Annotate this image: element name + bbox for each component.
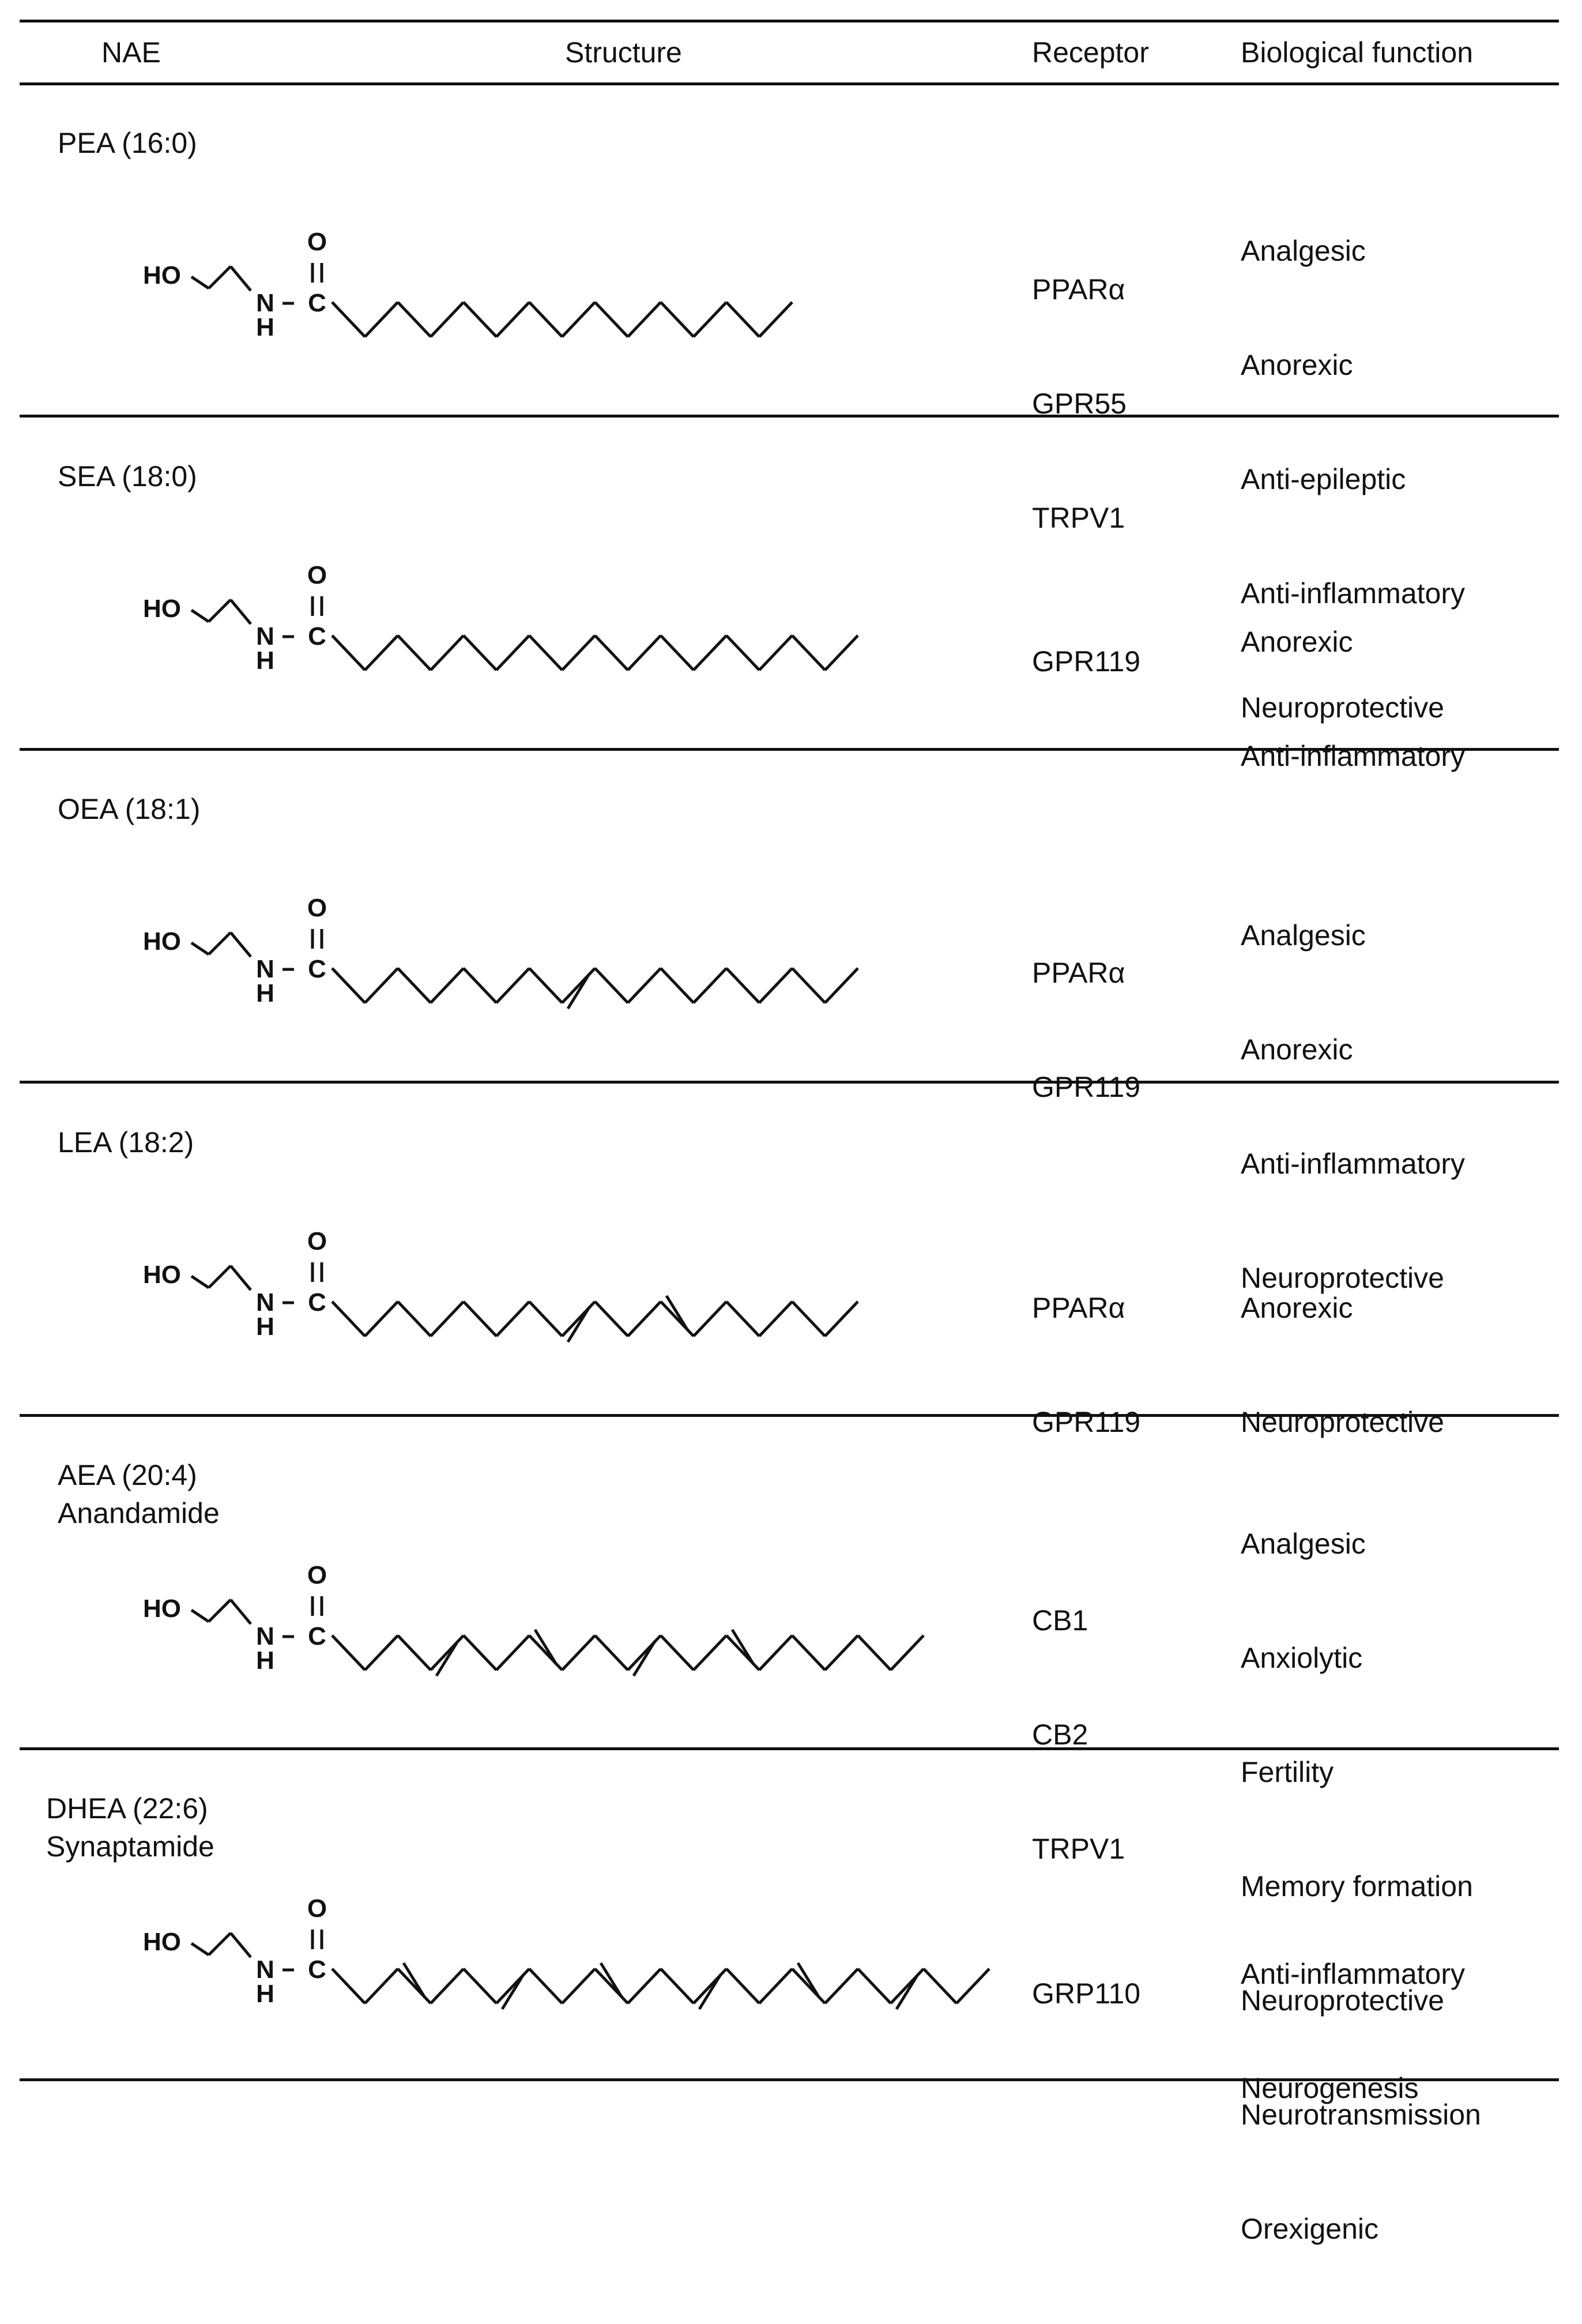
- bond: [562, 635, 595, 670]
- bond: [191, 1943, 209, 1955]
- bond: [209, 1933, 231, 1955]
- bond: [825, 635, 858, 670]
- receptor-list: PPARα GPR119: [1032, 957, 1141, 1103]
- bond: [726, 1635, 759, 1670]
- atom-label-hydrogen: H: [256, 979, 274, 1007]
- atom-label-nitrogen: N: [256, 622, 274, 650]
- atom-label-hydroxyl: HO: [143, 927, 181, 956]
- atom-label-oxygen: O: [307, 894, 327, 922]
- bond: [661, 302, 694, 337]
- atom-label-carbon: C: [308, 1956, 326, 1984]
- bond: [562, 1635, 595, 1670]
- bond: [191, 277, 209, 288]
- nae-name: OEA (18:1): [58, 793, 201, 825]
- bond: [726, 635, 759, 670]
- bond: [529, 302, 562, 337]
- bond: [792, 968, 825, 1003]
- receptor-list: PPARα GPR55 TRPV1: [1032, 273, 1127, 534]
- bond: [694, 302, 726, 337]
- bond: [529, 1969, 562, 2003]
- bond: [365, 302, 398, 337]
- atom-label-hydrogen: H: [256, 1313, 274, 1341]
- nae-name: DHEA (22:6) Synaptamide: [46, 1792, 214, 1863]
- double-bond-line: [535, 1630, 556, 1664]
- atom-label-nitrogen: N: [256, 1288, 274, 1317]
- header-receptor: Receptor: [1032, 36, 1149, 69]
- bond: [464, 1302, 496, 1336]
- function-list: Anorexic Neuroprotective: [1241, 1292, 1444, 1438]
- bond: [464, 302, 496, 337]
- atom-label-nitrogen: N: [256, 1622, 274, 1650]
- molecule-structure: [138, 561, 1003, 714]
- bond: [661, 635, 694, 670]
- bond: [231, 1600, 251, 1624]
- bond: [332, 968, 365, 1003]
- bond: [496, 635, 529, 670]
- receptor-list: GRP110: [1032, 1977, 1141, 2010]
- bond: [529, 1302, 562, 1336]
- bond: [365, 1302, 398, 1336]
- bond: [759, 968, 792, 1003]
- atom-label-oxygen: O: [307, 1561, 327, 1589]
- bond: [464, 968, 496, 1003]
- nae-name: SEA (18:0): [58, 460, 197, 492]
- molecule-structure: [138, 1894, 1061, 2047]
- bond: [595, 1302, 628, 1336]
- bond: [694, 1302, 726, 1336]
- bond: [332, 1635, 365, 1670]
- bond: [209, 600, 231, 622]
- bond: [332, 1969, 365, 2003]
- atom-label-hydrogen: H: [256, 646, 274, 675]
- bond: [231, 932, 251, 957]
- bond: [628, 968, 661, 1003]
- atom-label-hydrogen: H: [256, 1646, 274, 1675]
- bond: [332, 635, 365, 670]
- atom-label-oxygen: O: [307, 1894, 327, 1923]
- bond: [759, 635, 792, 670]
- bond: [595, 968, 628, 1003]
- bond: [365, 1969, 398, 2003]
- bond: [398, 635, 431, 670]
- double-bond-line: [798, 1963, 819, 1998]
- bond: [891, 1635, 924, 1670]
- bond: [759, 1969, 792, 2003]
- bond: [431, 302, 464, 337]
- atom-label-nitrogen: N: [256, 289, 274, 317]
- atom-label-hydrogen: H: [256, 1980, 274, 2008]
- atom-label-carbon: C: [308, 1288, 326, 1317]
- bond: [595, 1969, 628, 2003]
- bond: [628, 302, 661, 337]
- bond: [431, 968, 464, 1003]
- double-bond-line: [404, 1963, 425, 1998]
- bond: [726, 302, 759, 337]
- bond: [825, 1302, 858, 1336]
- molecule-structure: [138, 1227, 1003, 1380]
- atom-label-nitrogen: N: [256, 955, 274, 983]
- bond: [726, 1969, 759, 2003]
- header-nae: NAE: [101, 36, 161, 69]
- bond: [209, 1600, 231, 1622]
- atom-label-carbon: C: [308, 622, 326, 650]
- receptor-list: PPARα GPR119: [1032, 1292, 1141, 1438]
- molecule-structure: [138, 1561, 1003, 1714]
- bond: [398, 302, 431, 337]
- header-function: Biological function: [1241, 36, 1474, 69]
- bond: [191, 1276, 209, 1288]
- atom-label-carbon: C: [308, 289, 326, 317]
- bond: [431, 1635, 464, 1670]
- header-rule: [20, 82, 1559, 85]
- bond: [496, 1969, 529, 2003]
- nae-name: PEA (16:0): [58, 127, 197, 159]
- bond: [694, 1635, 726, 1670]
- bond: [924, 1969, 956, 2003]
- bond: [792, 1969, 825, 2003]
- receptor-list: GPR119: [1032, 645, 1141, 678]
- atom-label-oxygen: O: [307, 228, 327, 256]
- bond: [464, 1969, 496, 2003]
- bond: [628, 635, 661, 670]
- bond: [332, 1302, 365, 1336]
- bond: [209, 266, 231, 288]
- bond: [231, 1266, 251, 1290]
- bond: [661, 1635, 694, 1670]
- bond: [529, 1635, 562, 1670]
- bond: [496, 1635, 529, 1670]
- double-bond-line: [699, 1975, 721, 2009]
- bond: [562, 302, 595, 337]
- bond: [562, 1969, 595, 2003]
- bond: [464, 635, 496, 670]
- bond: [628, 1302, 661, 1336]
- atom-label-hydroxyl: HO: [143, 1928, 181, 1956]
- double-bond-line: [568, 974, 589, 1009]
- top-rule: [20, 20, 1559, 22]
- atom-label-hydroxyl: HO: [143, 595, 181, 623]
- atom-label-carbon: C: [308, 1622, 326, 1650]
- nae-name: AEA (20:4) Anandamide: [58, 1459, 220, 1529]
- bond: [365, 968, 398, 1003]
- function-list: Analgesic Anorexic Anti-epileptic Anti-inflammatory Neuroprotective: [1241, 235, 1465, 724]
- bond: [858, 1635, 891, 1670]
- bond: [694, 635, 726, 670]
- bond: [792, 635, 825, 670]
- bond: [661, 1969, 694, 2003]
- bond: [496, 968, 529, 1003]
- bond: [529, 635, 562, 670]
- bond: [431, 1969, 464, 2003]
- double-bond-line: [436, 1641, 458, 1676]
- double-bond-line: [666, 1296, 688, 1330]
- double-bond-line: [601, 1963, 622, 1998]
- bond: [595, 635, 628, 670]
- bond: [661, 1302, 694, 1336]
- bond: [496, 1302, 529, 1336]
- bond: [694, 1969, 726, 2003]
- bond: [231, 1933, 251, 1957]
- atom-label-hydroxyl: HO: [143, 261, 181, 289]
- bond: [191, 610, 209, 622]
- bond: [562, 968, 595, 1003]
- double-bond-line: [634, 1641, 655, 1676]
- bond: [209, 932, 231, 954]
- bond: [858, 1969, 891, 2003]
- nae-name: LEA (18:2): [58, 1126, 194, 1159]
- bond: [431, 1302, 464, 1336]
- function-list: Analgesic Anxiolytic Fertility Memory formation Neuroprotective Neurotransmission Orexigenic: [1241, 1528, 1481, 2245]
- bond: [464, 1635, 496, 1670]
- bond: [595, 302, 628, 337]
- bond: [365, 635, 398, 670]
- function-list: Anorexic Anti-inflammatory: [1241, 626, 1465, 772]
- bond: [726, 1302, 759, 1336]
- bond: [209, 1266, 231, 1288]
- bond: [595, 1635, 628, 1670]
- bond: [191, 943, 209, 954]
- bond: [231, 266, 251, 291]
- bond: [398, 968, 431, 1003]
- bond: [825, 1635, 858, 1670]
- bond: [332, 302, 365, 337]
- bond: [825, 1969, 858, 2003]
- double-bond-line: [568, 1307, 589, 1342]
- atom-label-hydroxyl: HO: [143, 1595, 181, 1623]
- atom-label-nitrogen: N: [256, 1956, 274, 1984]
- bond: [231, 600, 251, 624]
- bond: [365, 1635, 398, 1670]
- receptor-list: CB1 CB2 TRPV1: [1032, 1604, 1125, 1865]
- molecule-structure: [138, 228, 1003, 381]
- double-bond-line: [897, 1975, 918, 2009]
- bond: [759, 1302, 792, 1336]
- atom-label-oxygen: O: [307, 561, 327, 589]
- bond: [431, 635, 464, 670]
- bond: [956, 1969, 989, 2003]
- double-bond-line: [732, 1630, 754, 1664]
- bond: [398, 1302, 431, 1336]
- bond: [792, 1302, 825, 1336]
- atom-label-carbon: C: [308, 955, 326, 983]
- bond: [562, 1302, 595, 1336]
- bond: [891, 1969, 924, 2003]
- bond: [661, 968, 694, 1003]
- bond: [191, 1610, 209, 1622]
- bond: [759, 302, 792, 337]
- bond: [825, 968, 858, 1003]
- atom-label-hydroxyl: HO: [143, 1261, 181, 1289]
- bond: [759, 1635, 792, 1670]
- bond: [792, 1635, 825, 1670]
- molecule-structure: [138, 894, 1003, 1047]
- bond: [496, 302, 529, 337]
- function-list: Anti-inflammatory Neurogenesis: [1241, 1958, 1465, 2104]
- bond: [529, 968, 562, 1003]
- function-list: Analgesic Anorexic Anti-inflammatory Neuroprotective: [1241, 919, 1465, 1294]
- bond: [398, 1635, 431, 1670]
- header-structure: Structure: [565, 36, 682, 69]
- bond: [628, 1969, 661, 2003]
- double-bond-line: [502, 1975, 523, 2009]
- bond: [726, 968, 759, 1003]
- atom-label-oxygen: O: [307, 1227, 327, 1255]
- atom-label-hydrogen: H: [256, 313, 274, 341]
- bond: [694, 968, 726, 1003]
- bond: [398, 1969, 431, 2003]
- bond: [628, 1635, 661, 1670]
